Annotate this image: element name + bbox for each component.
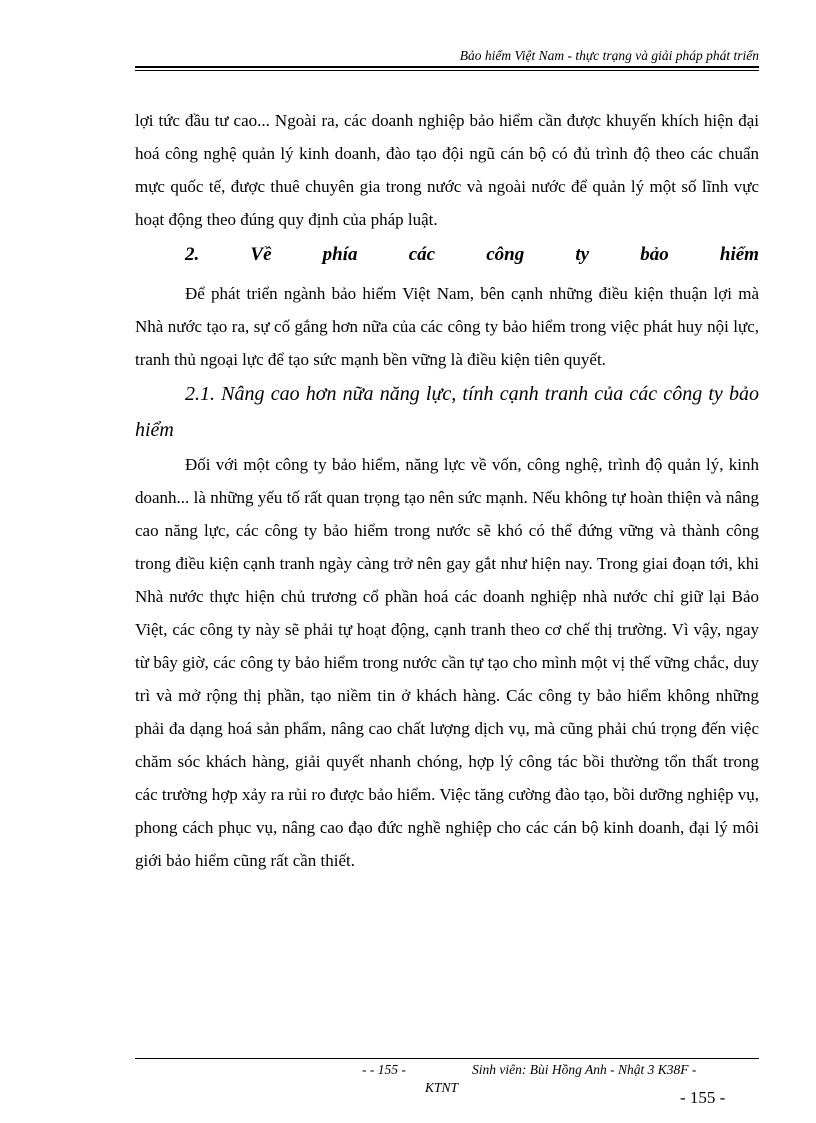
section-heading-2-1: 2.1. Nâng cao hơn nữa năng lực, tính cạnh tranh của các công ty bảo hiểm [135, 383, 759, 441]
paragraph-continuation: lợi tức đầu tư cao... Ngoài ra, các doanh nghiệp bảo hiểm cần được khuyến khích hiện đại hoá công nghệ quản lý kinh doanh, đào tạo đội ngũ cán bộ có đủ trình độ theo các chuẩn mực quốc tế, được thuê chuyên gia trong nước và ngoài nước để quản lý một số lĩnh vực hoạt động theo đúng quy định của pháp luật. [135, 111, 759, 229]
heading-word: bảo [640, 244, 669, 265]
heading-word: công [486, 244, 525, 265]
page-body [135, 104, 759, 877]
heading-word: Về [250, 244, 272, 265]
heading-word: các [408, 244, 436, 265]
paragraph-main: Đối với một công ty bảo hiểm, năng lực về vốn, công nghệ, trình độ quản lý, kinh doanh... là những yếu tố rất quan trọng tạo nên sức mạnh. Nếu không tự hoàn thiện và nâng cao năng lực, các công ty bảo hiểm trong nước sẽ khó có thể đứng vững và thành công trong điều kiện cạnh tranh ngày càng trở nên gay gắt như hiện nay. Trong giai đoạn tới, khi Nhà nước thực hiện chủ trương cổ phần hoá các doanh nghiệp nhà nước chỉ giữ lại Bảo Việt, các công ty này sẽ phải tự hoạt động, cạnh tranh theo cơ chế thị trường. Vì vậy, ngay từ bây giờ, các công ty bảo hiểm trong nước cần tự tạo cho mình một vị thế vững chắc, duy trì và mở rộng thị phần, tạo niềm tin ở khách hàng. Các công ty bảo hiểm không những phải đa dạng hoá sản phẩm, nâng cao chất lượng dịch vụ, mà cũng phải chú trọng đến việc chăm sóc khách hàng, giải quyết nhanh chóng, hợp lý công tác bồi thường tổn thất trong các trường hợp xảy ra rủi ro được bảo hiểm. Việc tăng cường đào tạo, bồi dưỡng nghiệp vụ, phong cách phục vụ, nâng cao đạo đức nghề nghiệp cho các cán bộ kinh doanh, đại lý môi giới bảo hiểm cũng rất cần thiết. [135, 455, 759, 870]
page-number: - 155 - [680, 1088, 726, 1107]
footer-student-info: Sinh viên: Bùi Hồng Anh - Nhật 3 K38F - [472, 1062, 697, 1077]
paragraph-intro: Để phát triển ngành bảo hiểm Việt Nam, bên cạnh những điều kiện thuận lợi mà Nhà nước tạo ra, sự cố gắng hơn nữa của các công ty bảo hiểm trong việc phát huy nội lực, tranh thủ ngoại lực để tạo sức mạnh bền vững là điều kiện tiên quyết. [135, 284, 759, 369]
heading-word: 2. [185, 244, 200, 265]
running-header: Bảo hiểm Việt Nam - thực trạng và giải pháp phát triển [459, 48, 759, 63]
header-rule-thin [135, 70, 759, 71]
footer-class-code: KTNT [425, 1080, 459, 1095]
heading-word: phía [322, 244, 358, 265]
footer-rule [135, 1058, 759, 1059]
footer-page-marker: - - 155 - [362, 1062, 406, 1077]
heading-word: ty [575, 244, 590, 265]
header-rule-thick [135, 66, 759, 68]
section-heading-2 [135, 238, 759, 271]
heading-word: hiểm [719, 244, 759, 265]
